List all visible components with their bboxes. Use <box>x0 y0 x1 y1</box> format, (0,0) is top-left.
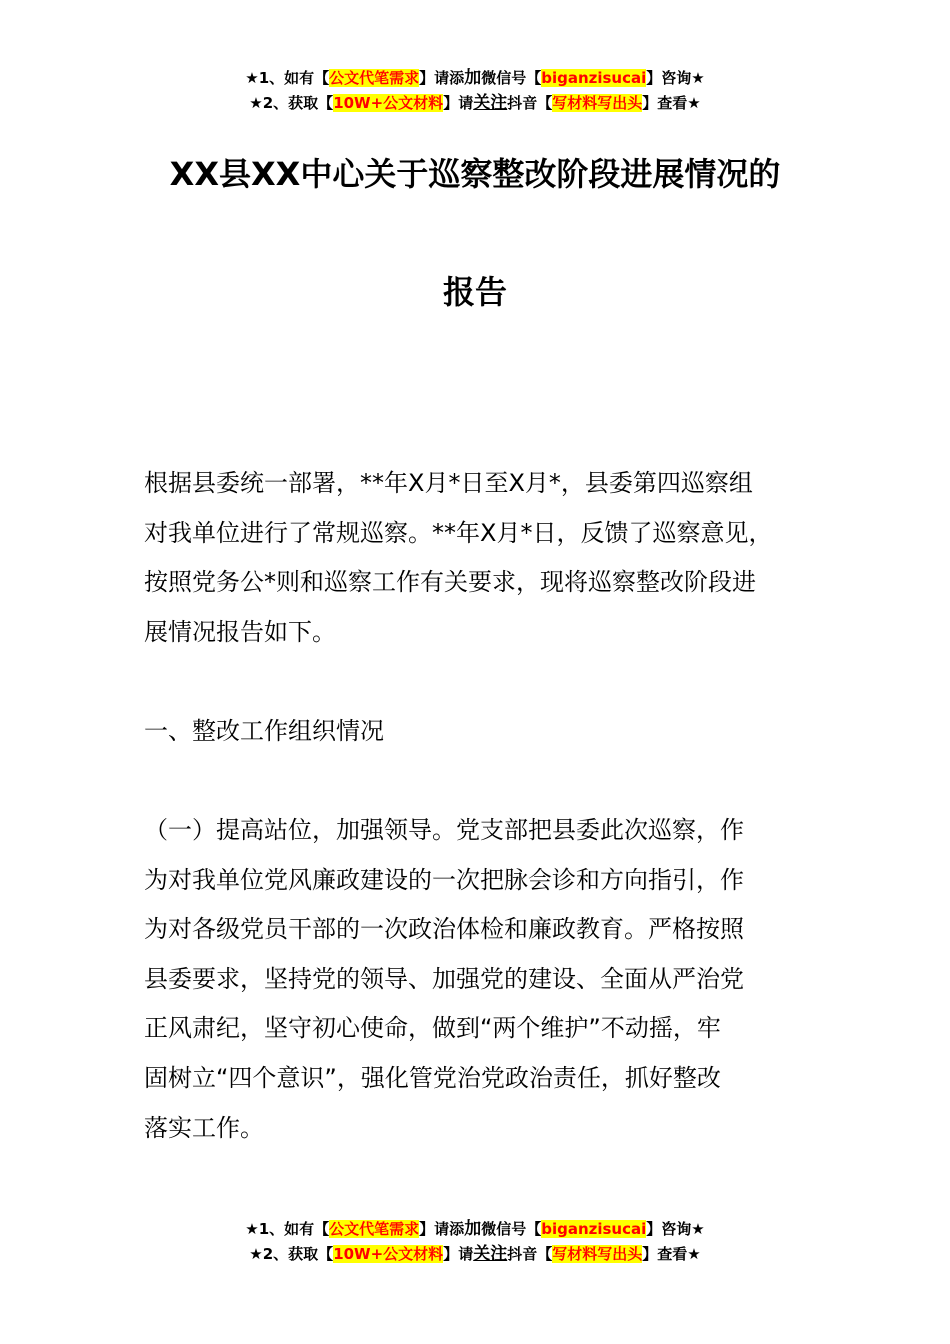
banner-text: 】咨询★ <box>646 69 705 87</box>
banner-text: 微信号【 <box>481 1220 542 1238</box>
document-title-line-2: 报告 <box>442 273 507 311</box>
banner-highlight: 公文代笔需求 <box>329 1220 420 1238</box>
banner-text: 抖音【 <box>507 1245 553 1263</box>
banner-highlight: 写材料写出头 <box>552 1245 643 1263</box>
paragraph-line: 正风肃纪，坚守初心使命，做到“两个维护”不动摇，牢 <box>144 1014 721 1043</box>
banner-text: ★2、获取【 <box>249 94 334 112</box>
banner-line-2 <box>0 1242 950 1267</box>
paragraph-line: 为对各级党员干部的一次政治体检和廉政教育。严格按照 <box>144 915 744 944</box>
banner-text: 关注 <box>473 93 508 113</box>
banner-text: 关注 <box>473 1244 508 1264</box>
paragraph-line: 固树立“四个意识”，强化管党治党政治责任，抓好整改 <box>144 1063 721 1092</box>
banner-text: 微信号【 <box>481 69 542 87</box>
banner-line-1 <box>0 66 950 91</box>
banner-highlight: 10W+公文材料 <box>333 1245 444 1263</box>
banner-text: 】查看★ <box>642 1245 701 1263</box>
banner-text: 】查看★ <box>642 94 701 112</box>
banner-text: ★1、如有【 <box>245 69 330 87</box>
paragraph-line: （一）提高站位，加强领导。党支部把县委此次巡察，作 <box>144 816 744 844</box>
banner-highlight: 公文代笔需求 <box>329 69 420 87</box>
header-banner <box>0 66 950 116</box>
paragraph-line: 县委要求，坚持党的领导、加强党的建设、全面从严治党 <box>144 964 744 993</box>
banner-text: 】咨询★ <box>646 1220 705 1238</box>
section-heading <box>144 707 834 757</box>
banner-text: 】请 <box>443 1245 474 1263</box>
banner-highlight: biganzisucai <box>541 69 647 87</box>
banner-text: 加 <box>464 68 482 88</box>
banner-text: ★1、如有【 <box>245 1220 330 1238</box>
banner-text: ★2、获取【 <box>249 1245 334 1263</box>
paragraph-line: 根据县委统一部署，**年X月*日至X月*，县委第四巡察组 <box>144 469 753 497</box>
banner-line-1 <box>0 1217 950 1242</box>
banner-line-2 <box>0 91 950 116</box>
section-1-paragraph <box>144 806 834 1153</box>
banner-highlight: 写材料写出头 <box>552 94 643 112</box>
intro-paragraph <box>144 459 834 657</box>
banner-text: 加 <box>464 1219 482 1239</box>
heading-text: 一、整改工作组织情况 <box>144 717 384 745</box>
banner-text: 】请 <box>443 94 474 112</box>
paragraph-line: 为对我单位党风廉政建设的一次把脉会诊和方向指引，作 <box>144 865 744 894</box>
banner-text: 抖音【 <box>507 94 553 112</box>
paragraph-line: 对我单位进行了常规巡察。**年X月*日，反馈了巡察意见， <box>144 518 773 547</box>
banner-text: 】请添 <box>419 1220 465 1238</box>
banner-highlight: 10W+公文材料 <box>333 94 444 112</box>
footer-banner <box>0 1217 950 1267</box>
paragraph-line: 落实工作。 <box>144 1113 264 1142</box>
paragraph-line: 按照党务公*则和巡察工作有关要求，现将巡察整改阶段进 <box>144 568 756 597</box>
document-title-line-1: XX县XX中心关于巡察整改阶段进展情况的 <box>169 155 781 193</box>
banner-highlight: biganzisucai <box>541 1220 647 1238</box>
paragraph-line: 展情况报告如下。 <box>144 617 336 646</box>
banner-text: 】请添 <box>419 69 465 87</box>
